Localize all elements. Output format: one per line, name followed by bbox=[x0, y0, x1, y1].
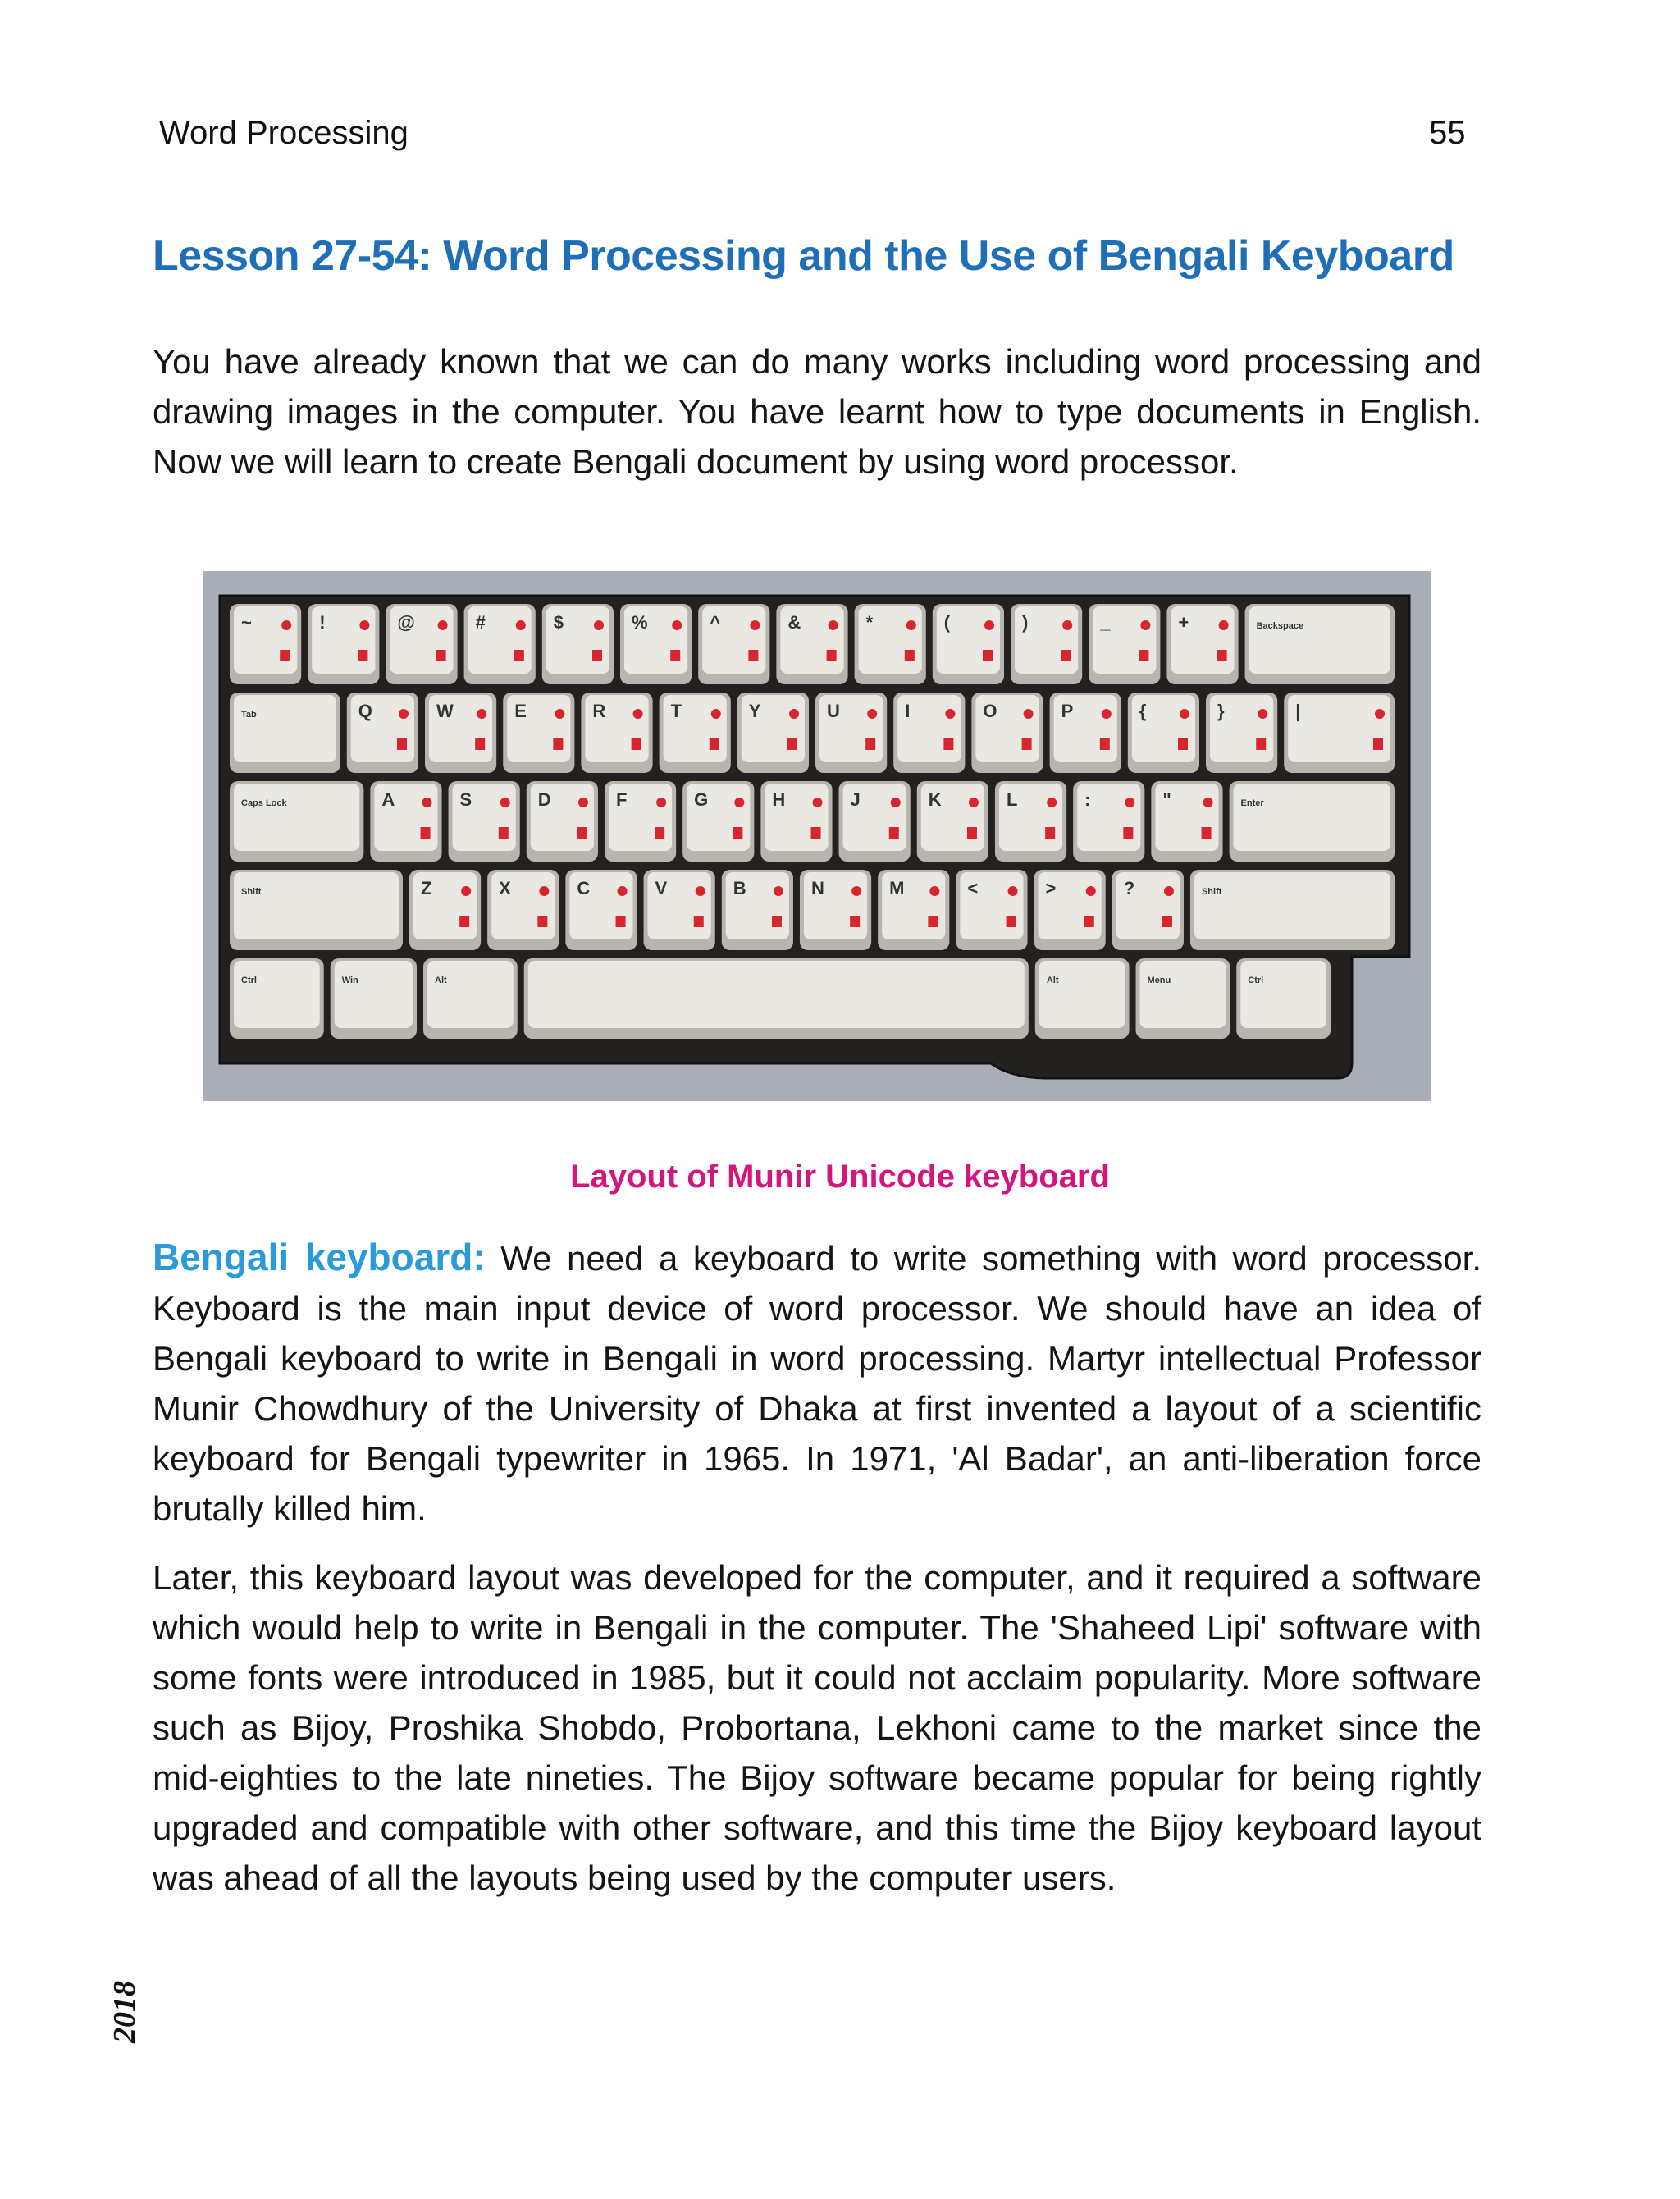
bengali-glyph-mark bbox=[397, 738, 407, 750]
key-cap bbox=[234, 784, 359, 851]
key-cap bbox=[1234, 784, 1390, 851]
key-label: Shift bbox=[1201, 887, 1222, 897]
bengali-glyph-mark bbox=[1084, 916, 1094, 927]
key-label: { bbox=[1139, 701, 1147, 721]
key-cap bbox=[234, 961, 320, 1028]
key-label: Caps Lock bbox=[241, 798, 287, 808]
bengali-glyph-mark bbox=[945, 709, 955, 719]
bengali-glyph-mark bbox=[516, 620, 526, 630]
key-label: Alt bbox=[435, 976, 447, 985]
bengali-glyph-mark bbox=[461, 886, 471, 896]
bengali-glyph-mark bbox=[1139, 650, 1148, 661]
key-label: F bbox=[615, 789, 628, 810]
bengali-glyph-mark bbox=[1061, 650, 1071, 661]
bengali-glyph-mark bbox=[983, 650, 993, 661]
key-label: Alt bbox=[1046, 976, 1059, 985]
bengali-glyph-mark bbox=[772, 916, 782, 927]
bengali-glyph-mark bbox=[537, 916, 547, 927]
key-cap bbox=[528, 961, 1025, 1028]
bengali-glyph-mark bbox=[1086, 886, 1096, 896]
key-label: A bbox=[381, 789, 395, 810]
key-cap bbox=[1249, 606, 1390, 674]
bengali-glyph-mark bbox=[867, 709, 877, 719]
bengali-glyph-mark bbox=[436, 650, 446, 661]
key-label: Q bbox=[358, 701, 372, 721]
key-label: + bbox=[1178, 612, 1189, 633]
lesson-title: Lesson 27-54: Word Processing and the Use of Bengali Keyboard bbox=[153, 232, 1454, 280]
bengali-glyph-mark bbox=[788, 738, 797, 750]
bengali-glyph-mark bbox=[711, 709, 721, 719]
key-label: D bbox=[537, 789, 551, 810]
bengali-glyph-mark bbox=[905, 650, 915, 661]
bengali-glyph-mark bbox=[1140, 620, 1150, 630]
key-label: ~ bbox=[241, 612, 252, 633]
bengali-glyph-mark bbox=[399, 709, 409, 719]
bengali-glyph-mark bbox=[1022, 738, 1032, 750]
key-label: M bbox=[889, 878, 905, 898]
bengali-glyph-mark bbox=[1007, 916, 1016, 927]
key-cap bbox=[427, 961, 514, 1028]
key-label: # bbox=[475, 612, 486, 633]
bengali-glyph-mark bbox=[813, 798, 823, 807]
key-label: " bbox=[1162, 789, 1171, 810]
bengali-glyph-mark bbox=[633, 709, 643, 719]
running-head: Word Processing bbox=[159, 115, 409, 151]
key-label: _ bbox=[1100, 612, 1111, 633]
later-paragraph: Later, this keyboard layout was developed for the computer, and it required a software which would help to write in Bengali in the computer. The 'Shaheed Lipi' software with some fonts were introduced in 1985, but it could not acclaim popularity. More software such as Bijoy, Proshika Shobdo, Probortana, Lekhoni came to the market since the mid-eighties to the late nineties. The Bijoy software became popular for being rightly upgraded and compatible with other software, and this time the Bijoy keyboard layout was ahead of all the layouts being used by the computer users. bbox=[153, 1558, 1481, 1897]
bengali-glyph-mark bbox=[1102, 709, 1112, 719]
bengali-glyph-mark bbox=[422, 798, 432, 807]
bengali-glyph-mark bbox=[811, 827, 821, 839]
bengali-glyph-mark bbox=[670, 650, 680, 661]
key-label: O bbox=[983, 701, 998, 721]
bengali-glyph-mark bbox=[514, 650, 524, 661]
bengali-glyph-mark bbox=[1164, 886, 1174, 896]
bengali-glyph-mark bbox=[865, 738, 875, 750]
key-label: $ bbox=[553, 612, 564, 633]
key-label: S bbox=[459, 789, 472, 810]
key-label: : bbox=[1084, 789, 1091, 810]
key-label: I bbox=[905, 701, 911, 721]
bengali-glyph-mark bbox=[553, 738, 563, 750]
bengali-glyph-mark bbox=[748, 650, 758, 661]
key-label: Shift bbox=[241, 887, 262, 897]
bengali-glyph-mark bbox=[672, 620, 682, 630]
bengali-glyph-mark bbox=[1123, 827, 1133, 839]
section-body-text: We need a keyboard to write something with word processor. Keyboard is the main input device of word processor. We should have an idea of Bengali keyboard to write in Bengali in word processing. Martyr intellectual Professor Munir Chowdhury of the University of Dhaka at first invented a layout of a scientific keyboard for Bengali typewriter in 1965. In 1971, 'Al Badar', an anti-liberation force brutally killed him. bbox=[153, 1239, 1482, 1528]
bengali-glyph-mark bbox=[906, 620, 916, 630]
bengali-glyph-mark bbox=[928, 916, 938, 927]
key-cap bbox=[1240, 961, 1326, 1028]
bengali-glyph-mark bbox=[774, 886, 783, 896]
key-cap bbox=[234, 872, 399, 939]
bengali-glyph-mark bbox=[438, 620, 448, 630]
bengali-glyph-mark bbox=[889, 827, 899, 839]
bengali-glyph-mark bbox=[499, 827, 509, 839]
bengali-glyph-mark bbox=[1373, 738, 1383, 750]
key-label: > bbox=[1045, 878, 1057, 898]
keyboard-illustration bbox=[203, 571, 1431, 1101]
key-label: | bbox=[1295, 701, 1301, 721]
bengali-glyph-mark bbox=[500, 798, 510, 807]
key-cap bbox=[234, 695, 336, 762]
bengali-glyph-mark bbox=[280, 650, 290, 661]
bengali-glyph-mark bbox=[710, 738, 719, 750]
key-label: Tab bbox=[241, 710, 257, 720]
bengali-glyph-mark bbox=[1258, 709, 1267, 719]
key-label: R bbox=[592, 701, 606, 721]
bengali-glyph-mark bbox=[850, 916, 860, 927]
key-label: Menu bbox=[1147, 976, 1171, 985]
bengali-glyph-mark bbox=[594, 620, 604, 630]
key-label: G bbox=[694, 789, 709, 810]
key-label: T bbox=[670, 701, 682, 721]
key-label: * bbox=[865, 612, 874, 633]
bengali-glyph-mark bbox=[1062, 620, 1072, 630]
bengali-glyph-mark bbox=[1203, 798, 1213, 807]
key-label: W bbox=[436, 701, 454, 721]
key-label: U bbox=[827, 701, 840, 721]
key-cap bbox=[1039, 961, 1125, 1028]
bengali-glyph-mark bbox=[421, 827, 431, 839]
key-label: ) bbox=[1022, 612, 1029, 633]
bengali-glyph-mark bbox=[1125, 798, 1134, 807]
bengali-keyboard-paragraph bbox=[153, 1232, 1481, 1534]
bengali-glyph-mark bbox=[694, 916, 704, 927]
bengali-glyph-mark bbox=[656, 798, 666, 807]
bengali-glyph-mark bbox=[1024, 709, 1034, 719]
key-label: E bbox=[514, 701, 527, 721]
bengali-glyph-mark bbox=[1217, 650, 1227, 661]
key-label: Z bbox=[420, 878, 432, 898]
bengali-glyph-mark bbox=[1202, 827, 1212, 839]
bengali-glyph-mark bbox=[359, 620, 369, 630]
key-label: Y bbox=[748, 701, 761, 721]
bengali-glyph-mark bbox=[459, 916, 469, 927]
key-label: N bbox=[810, 878, 824, 898]
key-label: ( bbox=[943, 612, 951, 633]
page-number: 55 bbox=[1429, 115, 1466, 151]
bengali-glyph-mark bbox=[1047, 798, 1057, 807]
key-cap bbox=[1194, 872, 1390, 939]
bengali-glyph-mark bbox=[789, 709, 799, 719]
bengali-glyph-mark bbox=[1180, 709, 1189, 719]
bengali-glyph-mark bbox=[967, 827, 977, 839]
bengali-glyph-mark bbox=[655, 827, 664, 839]
key-label: Win bbox=[341, 976, 358, 985]
key-cap bbox=[335, 961, 413, 1028]
bengali-glyph-mark bbox=[851, 886, 861, 896]
bengali-glyph-mark bbox=[577, 827, 587, 839]
bengali-glyph-mark bbox=[539, 886, 549, 896]
key-label: } bbox=[1217, 701, 1225, 721]
section-lead-in: Bengali keyboard: bbox=[153, 1236, 486, 1278]
intro-paragraph: You have already known that we can do many works including word processing and drawing images in the computer. You have learnt how to type documents in English. Now we will learn to create Bengali document by using word processor. bbox=[153, 342, 1481, 481]
bengali-glyph-mark bbox=[750, 620, 760, 630]
bengali-glyph-mark bbox=[1219, 620, 1229, 630]
bengali-glyph-mark bbox=[943, 738, 953, 750]
year-mark: 2018 bbox=[107, 1981, 142, 2043]
bengali-glyph-mark bbox=[555, 709, 564, 719]
bengali-glyph-mark bbox=[592, 650, 602, 661]
bengali-glyph-mark bbox=[618, 886, 628, 896]
bengali-glyph-mark bbox=[1178, 738, 1188, 750]
key-label: @ bbox=[397, 612, 415, 633]
bengali-glyph-mark bbox=[929, 886, 939, 896]
bengali-glyph-mark bbox=[1008, 886, 1018, 896]
key-label: X bbox=[499, 878, 511, 898]
key-cap bbox=[1288, 695, 1390, 762]
key-label: Backspace bbox=[1256, 621, 1304, 631]
key-label: C bbox=[577, 878, 591, 898]
bengali-glyph-mark bbox=[891, 798, 901, 807]
key-label: L bbox=[1006, 789, 1018, 810]
bengali-glyph-mark bbox=[1100, 738, 1110, 750]
key-label: Ctrl bbox=[241, 976, 257, 985]
figure-caption: Layout of Munir Unicode keyboard bbox=[570, 1159, 1110, 1195]
key-label: V bbox=[655, 878, 668, 898]
keyboard-photo bbox=[203, 571, 1431, 1101]
key-label: ^ bbox=[710, 612, 721, 633]
bengali-glyph-mark bbox=[477, 709, 486, 719]
key-cap bbox=[1140, 961, 1226, 1028]
bengali-glyph-mark bbox=[1045, 827, 1055, 839]
key-label: & bbox=[788, 612, 801, 633]
key-label: Ctrl bbox=[1248, 976, 1264, 985]
bengali-glyph-mark bbox=[734, 798, 744, 807]
key-label: H bbox=[772, 789, 786, 810]
bengali-glyph-mark bbox=[1375, 709, 1385, 719]
bengali-glyph-mark bbox=[829, 620, 838, 630]
bengali-glyph-mark bbox=[984, 620, 994, 630]
bengali-glyph-mark bbox=[696, 886, 705, 896]
bengali-glyph-mark bbox=[1256, 738, 1266, 750]
bengali-glyph-mark bbox=[281, 620, 291, 630]
key-label: B bbox=[733, 878, 746, 898]
key-label: K bbox=[928, 789, 942, 810]
key-label: ? bbox=[1123, 878, 1135, 898]
bengali-glyph-mark bbox=[578, 798, 588, 807]
key-label: % bbox=[632, 612, 648, 633]
key-label: J bbox=[850, 789, 861, 810]
key-label: < bbox=[967, 878, 979, 898]
bengali-glyph-mark bbox=[475, 738, 485, 750]
bengali-glyph-mark bbox=[827, 650, 837, 661]
bengali-glyph-mark bbox=[733, 827, 742, 839]
bengali-glyph-mark bbox=[632, 738, 641, 750]
bengali-glyph-mark bbox=[1162, 916, 1172, 927]
bengali-glyph-mark bbox=[616, 916, 626, 927]
bengali-glyph-mark bbox=[358, 650, 368, 661]
bengali-glyph-mark bbox=[969, 798, 979, 807]
key-label: P bbox=[1061, 701, 1074, 721]
key-label: ! bbox=[319, 612, 326, 633]
key-label: Enter bbox=[1240, 798, 1264, 808]
